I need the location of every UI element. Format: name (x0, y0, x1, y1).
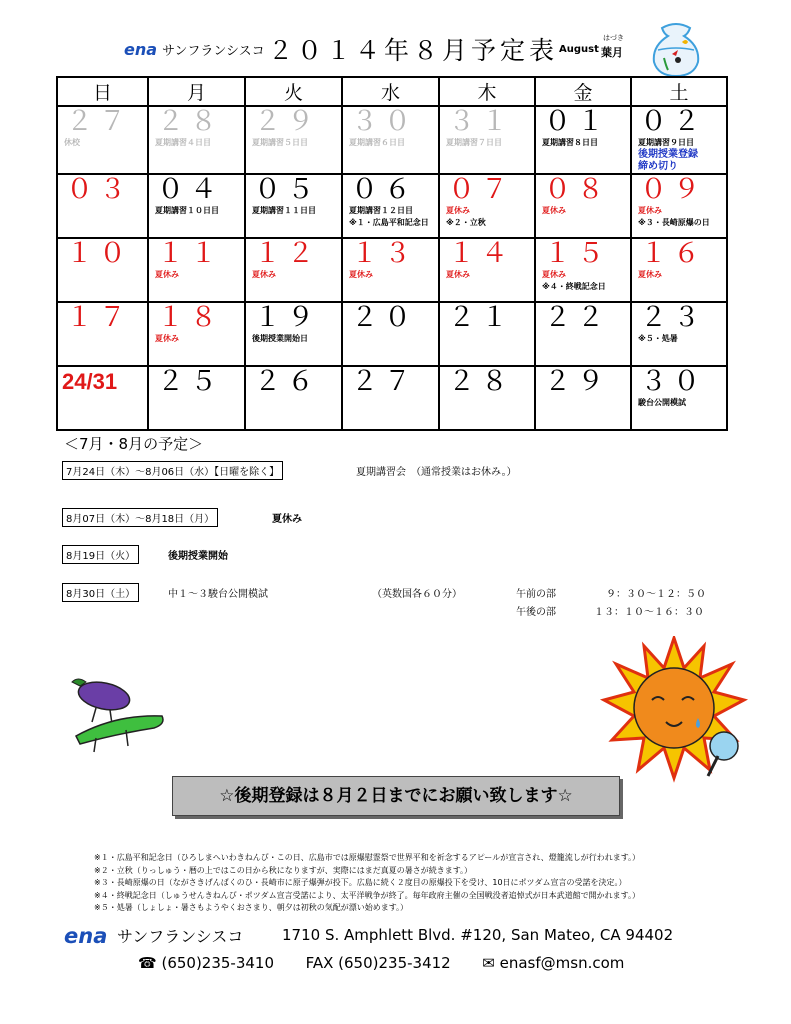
calendar-day-cell (439, 366, 535, 430)
day-note: 夏期講習１０日目 (155, 206, 219, 215)
day-number: ２８ (448, 366, 514, 397)
day-number: １３ (351, 238, 417, 269)
sun-fan-illustration (596, 636, 758, 786)
month-english: August (559, 44, 599, 55)
day-number: ２３ (640, 302, 706, 333)
day-note: 駿台公開模試 (638, 398, 686, 407)
weekday-header: 木 (439, 77, 535, 106)
footnote-2: ※２・立秋（りっしゅう・暦の上ではこの日から秋になりますが、実際にはまだ真夏の暑さが続きます。） (94, 866, 473, 875)
day-note: 後期授業開始日 (252, 334, 308, 343)
day-note: ※３・長崎原爆の日 (638, 218, 710, 227)
pm-time: １３：１０～１６：３０ (594, 607, 704, 618)
schedule-date-3: 8月19日（火） (62, 545, 139, 564)
calendar-day-cell (535, 106, 631, 174)
calendar-day-cell (342, 302, 439, 366)
day-number: １６ (640, 238, 706, 269)
phone-icon: ☎ (138, 954, 157, 972)
calendar-day-cell (245, 302, 342, 366)
weekday-header: 月 (148, 77, 245, 106)
school-name: サンフランシスコ (162, 44, 265, 59)
registration-banner: ☆後期登録は８月２日までにお願い致します☆ (172, 776, 620, 816)
calendar-day-cell (148, 174, 245, 238)
day-note: 夏休み (638, 270, 662, 279)
day-note: 夏期講習１２日目 (349, 206, 413, 215)
calendar-day-cell (57, 302, 148, 366)
calendar-day-cell (57, 366, 148, 430)
page-title: ２０１４年８月予定表 (268, 36, 559, 65)
calendar-day-cell (245, 238, 342, 302)
day-number: ０９ (640, 174, 706, 205)
ena-logo: ena (124, 40, 158, 59)
day-note: ※５・処暑 (638, 334, 678, 343)
day-number: ２９ (254, 106, 320, 137)
day-number: ２１ (448, 302, 514, 333)
day-number: ０５ (254, 174, 320, 205)
day-number: ３０ (640, 366, 706, 397)
footer-email: enasf@msn.com (499, 954, 625, 972)
day-note: ※２・立秋 (446, 218, 486, 227)
footer-ena-logo: ena (64, 924, 108, 948)
day-number: １８ (157, 302, 223, 333)
day-number: 24/31 (62, 369, 118, 394)
calendar-week-row (57, 106, 727, 174)
weekday-header: 水 (342, 77, 439, 106)
schedule-desc-3: 後期授業開始 (168, 551, 228, 562)
day-number: ０１ (544, 106, 610, 137)
day-number: ２２ (544, 302, 610, 333)
calendar-day-cell (631, 302, 727, 366)
calendar-week-row (57, 366, 727, 430)
footer-contact-line (138, 954, 624, 972)
schedule-desc-2: 夏休み (272, 514, 302, 525)
day-number: ２５ (157, 366, 223, 397)
day-note: 夏期講習４日目 (155, 138, 211, 147)
calendar-day-cell (439, 302, 535, 366)
calendar-day-cell (535, 174, 631, 238)
day-note: 夏期講習６日目 (349, 138, 405, 147)
day-number: ３０ (351, 106, 417, 137)
day-number: ２７ (66, 106, 132, 137)
calendar-day-cell (148, 302, 245, 366)
calendar-day-cell (245, 366, 342, 430)
footnote-5: ※５・処暑（しょしょ・暑さもようやくおさまり、朝夕は初秋の気配が漂い始めます。） (94, 903, 409, 912)
mail-icon: ✉ (482, 954, 495, 972)
day-number: １７ (66, 302, 132, 333)
day-note: 夏期講習９日目 (638, 138, 694, 147)
calendar-week-row (57, 238, 727, 302)
weekday-header: 金 (535, 77, 631, 106)
calendar-day-cell (57, 106, 148, 174)
calendar-day-cell (245, 174, 342, 238)
day-note: 休校 (64, 138, 80, 147)
day-note: 夏休み (349, 270, 373, 279)
day-note: 夏期講習５日目 (252, 138, 308, 147)
day-number: ０３ (66, 174, 132, 205)
am-time: ９：３０～１２：５０ (606, 589, 706, 600)
schedule-desc-4: 中１～３駿台公開模試 (168, 589, 268, 600)
day-number: ０８ (544, 174, 610, 205)
calendar-day-cell (342, 366, 439, 430)
weekday-header-row (57, 77, 727, 106)
schedule-date-4: 8月30日（土） (62, 583, 139, 602)
schedule-date-1: 7月24日（木）～8月06日（水）【日曜を除く】 (62, 461, 283, 480)
calendar-day-cell (535, 366, 631, 430)
day-note: 夏期講習８日目 (542, 138, 598, 147)
calendar-day-cell (535, 302, 631, 366)
day-note: 夏期講習７日目 (446, 138, 502, 147)
goldfish-bowl-illustration (648, 20, 704, 78)
day-note: 夏休み (252, 270, 276, 279)
month-japanese: 葉月 (601, 46, 623, 59)
footer-phone: (650)235-3410 (161, 954, 275, 972)
calendar-day-cell (342, 238, 439, 302)
calendar-day-cell (57, 238, 148, 302)
day-note: ※１・広島平和記念日 (349, 218, 429, 227)
calendar-day-cell (631, 238, 727, 302)
footer-fax: FAX (650)235-3412 (305, 954, 451, 972)
pm-label: 午後の部 (516, 607, 556, 618)
day-number: ２８ (157, 106, 223, 137)
day-note: 夏休み (155, 334, 179, 343)
day-number: １４ (448, 238, 514, 269)
calendar-day-cell (57, 174, 148, 238)
day-number: ２０ (351, 302, 417, 333)
calendar-day-cell (342, 174, 439, 238)
calendar-week-row (57, 302, 727, 366)
eggplant-cucumber-illustration (66, 672, 176, 762)
day-number: ０７ (448, 174, 514, 205)
day-note: 夏休み (155, 270, 179, 279)
day-number: １５ (544, 238, 610, 269)
day-number: ２７ (351, 366, 417, 397)
day-note: 夏休み (542, 270, 566, 279)
day-number: １９ (254, 302, 320, 333)
calendar-day-cell (342, 106, 439, 174)
day-note: ※４・終戦記念日 (542, 282, 606, 291)
calendar-day-cell (535, 238, 631, 302)
day-number: ０４ (157, 174, 223, 205)
day-number: ３１ (448, 106, 514, 137)
day-note: 夏休み (542, 206, 566, 215)
am-label: 午前の部 (516, 589, 556, 600)
day-number: ０６ (351, 174, 417, 205)
day-number: ２９ (544, 366, 610, 397)
calendar-day-cell (439, 238, 535, 302)
calendar-week-row (57, 174, 727, 238)
footer-school-name: サンフランシスコ (117, 927, 244, 946)
day-note: 夏期講習１１日目 (252, 206, 316, 215)
calendar-day-cell (631, 366, 727, 430)
weekday-header: 日 (57, 77, 148, 106)
schedule-desc-1: 夏期講習会 （通常授業はお休み。） (356, 467, 517, 478)
calendar-day-cell (148, 366, 245, 430)
day-number: ２６ (254, 366, 320, 397)
day-number: １２ (254, 238, 320, 269)
day-note: 夏休み (446, 206, 470, 215)
day-number: １０ (66, 238, 132, 269)
calendar-day-cell (245, 106, 342, 174)
day-number: １１ (157, 238, 223, 269)
calendar-day-cell (631, 106, 727, 174)
footnote-4: ※４・終戦記念日（しゅうせんきねんび・ポツダム宣言受諾により、太平洋戦争が終了。毎年政府主催の全国戦没者追悼式が日本武道館で開かれます。） (94, 891, 640, 900)
day-note: 後期授業登録 (638, 149, 698, 160)
day-note: 夏休み (638, 206, 662, 215)
calendar-table (56, 76, 728, 431)
calendar-day-cell (439, 106, 535, 174)
weekday-header: 土 (631, 77, 727, 106)
calendar-day-cell (148, 238, 245, 302)
day-note: 夏休み (446, 270, 470, 279)
schedule-extra-4: （英数国各６０分） (372, 589, 462, 600)
day-note: 締め切り (638, 161, 678, 172)
footnote-3: ※３・長崎原爆の日（ながさきげんばくのひ・長崎市に原子爆弾が投下。広島に続く２度目の原爆投下を受け、10日にポツダム宣言の受諾を決定。） (94, 878, 627, 887)
schedule-date-2: 8月07日（木）～8月18日（月） (62, 508, 218, 527)
day-number: ０２ (640, 106, 706, 137)
schedule-heading: ＜7月・8月の予定＞ (64, 435, 204, 453)
footnote-1: ※１・広島平和記念日（ひろしまへいわきねんび・この日、広島市では原爆慰霊祭で世界平和を祈念するアピールが宣言され、燈籠流しが行われます。） (94, 853, 641, 862)
calendar-day-cell (439, 174, 535, 238)
footer-address: 1710 S. Amphlett Blvd. #120, San Mateo, CA 94402 (282, 926, 674, 944)
month-ruby: はづき (603, 34, 624, 42)
calendar-day-cell (148, 106, 245, 174)
calendar-day-cell (631, 174, 727, 238)
weekday-header: 火 (245, 77, 342, 106)
